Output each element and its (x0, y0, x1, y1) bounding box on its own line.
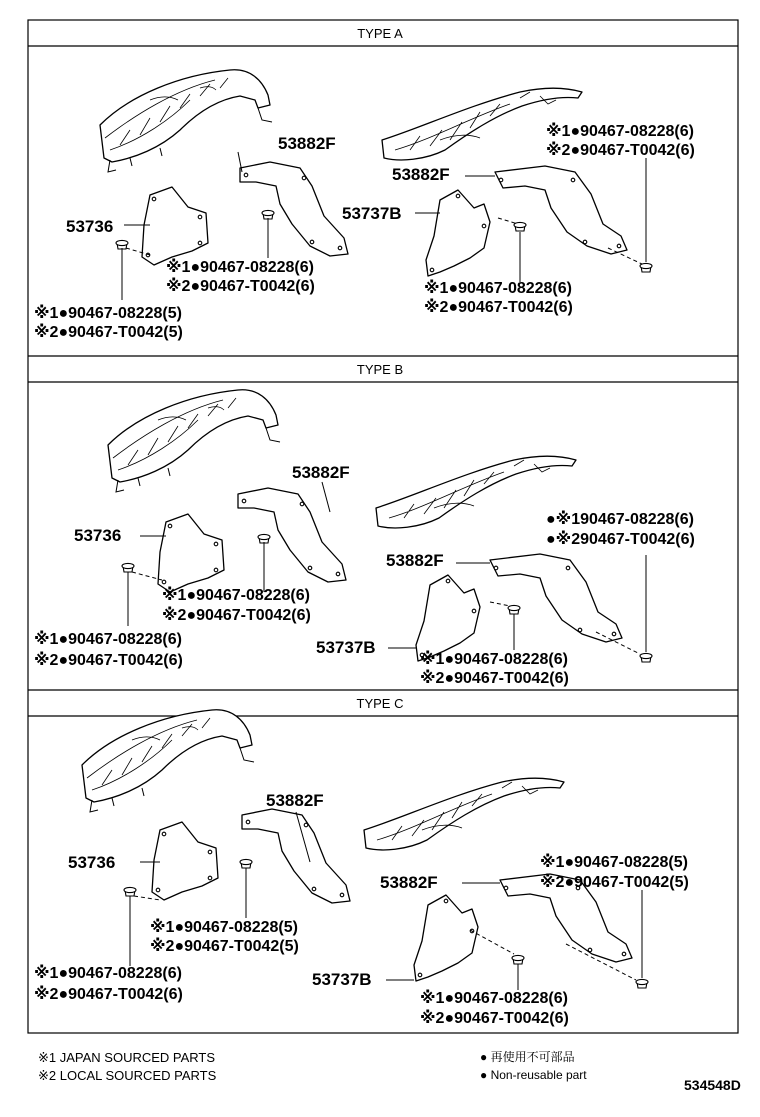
label-53737b: 53737B (316, 638, 376, 657)
liner-53882f-right (495, 166, 627, 254)
label-53882f-center: 53882F (266, 791, 324, 810)
liner-53737b (416, 575, 480, 661)
type-b-title: TYPE B (356, 362, 404, 377)
bolt-icon (122, 563, 134, 572)
footnote-japan-sourced: ※1 JAPAN SOURCED PARTS (38, 1050, 216, 1065)
footnotes (38, 1049, 741, 1093)
type-a-section (34, 26, 695, 341)
bolt-callout-line1: ※1●90467-08228(5) (34, 305, 182, 322)
bolt-icon (124, 887, 136, 896)
bolt-icon (508, 605, 520, 614)
bolt-callout-line1: ※1●90467-08228(6) (34, 965, 182, 982)
bolt-callout-line2: ※2●90467-T0042(6) (162, 607, 311, 624)
liner-53882f-center (238, 488, 346, 582)
label-53882f-center: 53882F (292, 463, 350, 482)
label-53737b: 53737B (312, 970, 372, 989)
fender-panel-left (108, 390, 280, 492)
liner-53882f-center (242, 809, 350, 903)
liner-53736 (152, 822, 218, 900)
bolt-callout-line2: ※2●90467-T0042(6) (34, 652, 183, 669)
bolt-callout-line1: ※1●90467-08228(6) (166, 259, 314, 276)
type-c-section (34, 696, 689, 1027)
type-c-title: TYPE C (356, 696, 404, 711)
bolt-callout-line2: ※2●90467-T0042(6) (34, 986, 183, 1003)
label-53882f-right: 53882F (386, 551, 444, 570)
label-53737b: 53737B (342, 204, 402, 223)
bolt-callout-line1: ※1●90467-08228(6) (162, 587, 310, 604)
label-53882f-right: 53882F (380, 873, 438, 892)
legend-non-reusable-en: ● Non-reusable part (480, 1068, 587, 1082)
liner-53882f-right (490, 554, 622, 642)
fender-panel-left (100, 70, 272, 172)
bolt-callout-line2: ※2●90467-T0042(6) (420, 1010, 569, 1027)
label-53736: 53736 (68, 853, 116, 872)
bolt-callout-line2: ※2●90467-T0042(5) (540, 874, 689, 891)
type-a-title: TYPE A (357, 26, 403, 41)
fender-panel-right (364, 778, 564, 850)
bolt-callout-line2: ※2●90467-T0042(6) (546, 142, 695, 159)
bolt-callout-line1: ※1●90467-08228(6) (420, 651, 568, 668)
label-53736: 53736 (66, 217, 114, 236)
footnote-local-sourced: ※2 LOCAL SOURCED PARTS (38, 1068, 217, 1083)
bolt-callout-line2: ※2●90467-T0042(5) (34, 324, 183, 341)
liner-53737b (426, 190, 490, 276)
bolt-icon (240, 859, 252, 868)
bolt-callout-line1: ※1●90467-08228(5) (150, 919, 298, 936)
bolt-callout-line1: ※1●90467-08228(6) (420, 990, 568, 1007)
fender-panel-left (82, 710, 254, 812)
legend-non-reusable-jp: ● 再使用不可部品 (480, 1050, 575, 1064)
bolt-icon (262, 210, 274, 219)
figure-id: 534548D (684, 1077, 741, 1093)
bolt-callout-line2: ●※290467-T0042(6) (546, 531, 695, 548)
liner-53736 (158, 514, 224, 592)
label-53882f-right: 53882F (392, 165, 450, 184)
bolt-callout-line1: ※1●90467-08228(6) (424, 280, 572, 297)
bolt-callout-line1: ※1●90467-08228(5) (540, 854, 688, 871)
bolt-callout-line2: ※2●90467-T0042(6) (420, 670, 569, 687)
liner-53737b (414, 895, 478, 981)
bolt-callout-line2: ※2●90467-T0042(6) (166, 278, 315, 295)
bolt-icon (636, 979, 648, 988)
bolt-icon (514, 222, 526, 231)
bolt-icon (512, 955, 524, 964)
label-53882f-center: 53882F (278, 134, 336, 153)
bolt-callout-line2: ※2●90467-T0042(6) (424, 299, 573, 316)
label-53736: 53736 (74, 526, 122, 545)
bolt-callout-line2: ※2●90467-T0042(5) (150, 938, 299, 955)
bolt-icon (258, 534, 270, 543)
bolt-callout-line1: ※1●90467-08228(6) (34, 631, 182, 648)
type-b-section (34, 362, 695, 687)
bolt-callout-line1: ●※190467-08228(6) (546, 511, 694, 528)
bolt-icon (640, 263, 652, 272)
bolt-callout-line1: ※1●90467-08228(6) (546, 123, 694, 140)
liner-53882f-center (240, 162, 348, 256)
bolt-icon (640, 653, 652, 662)
liner-53736 (142, 187, 208, 265)
